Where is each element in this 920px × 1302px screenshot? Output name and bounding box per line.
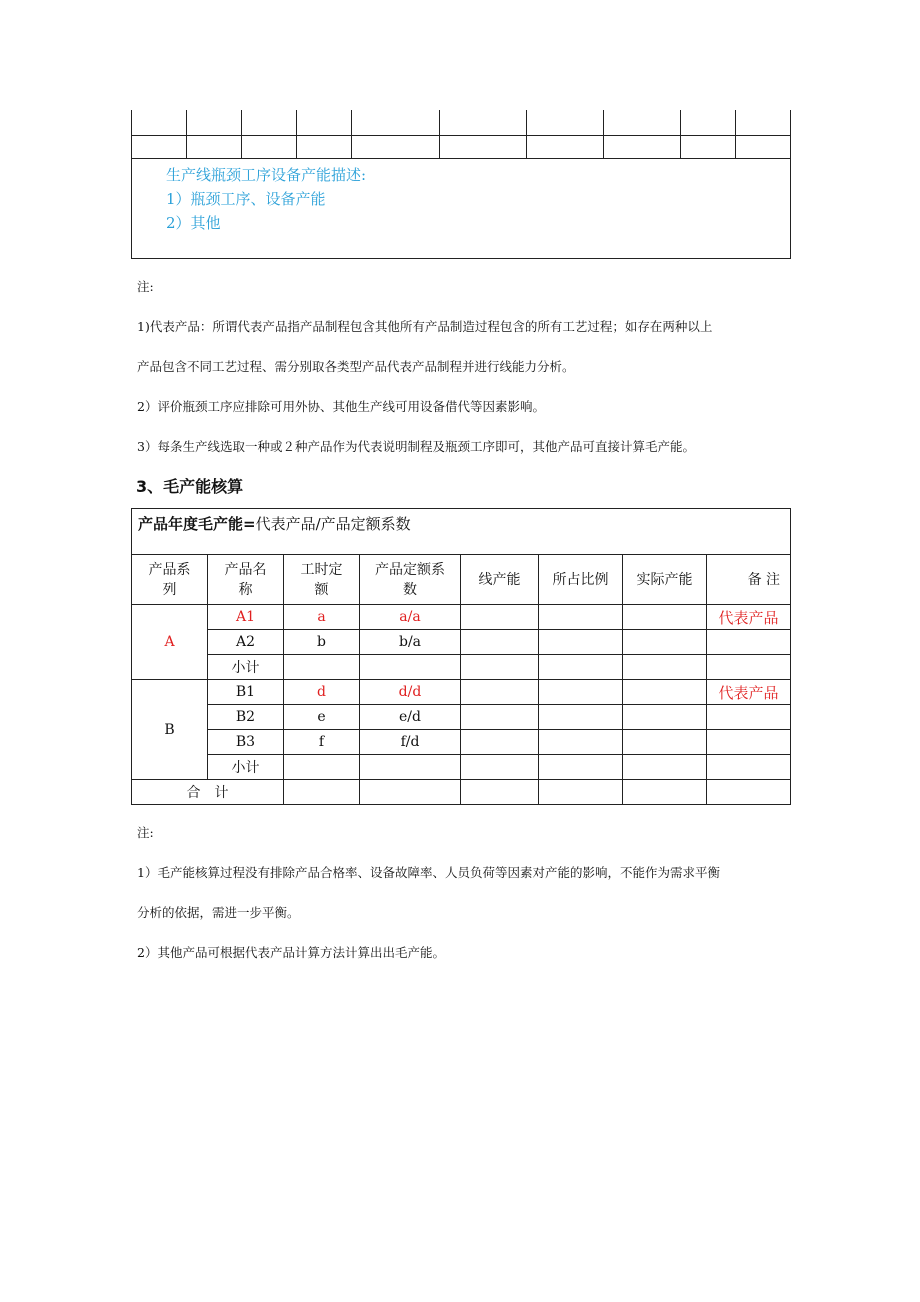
desc-row — [132, 158, 791, 258]
table-row — [132, 630, 791, 655]
coefficient-cell: f/d — [360, 730, 461, 755]
notes2-label: 注: — [137, 825, 154, 840]
table-row — [132, 755, 791, 780]
header-coefficient: 产品定额系 数 — [360, 555, 461, 605]
desc-item-2: 2）其他 — [166, 213, 221, 232]
desc-title: 生产线瓶颈工序设备产能描述: — [166, 165, 367, 184]
capacity-table — [131, 508, 791, 805]
notes1-item-1: 1)代表产品：所谓代表产品指产品制程包含其他所有产品制造过程包含的所有工艺过程；如存在两种以上 — [137, 319, 713, 334]
notes1-item-3: 2）评价瓶颈工序应排除可用外协、其他生产线可用设备借代等因素影响。 — [137, 399, 545, 414]
table-row — [132, 605, 791, 630]
series-cell-a: A — [132, 605, 208, 680]
caption-row — [132, 509, 791, 555]
top-table-row — [132, 135, 791, 158]
notes2-item-1: 1）毛产能核算过程没有排除产品合格率、设备故障率、人员负荷等因素对产能的影响，不能作为需求平衡 — [137, 865, 720, 880]
desc-item-1: 1）瓶颈工序、设备产能 — [166, 189, 326, 208]
header-actual-capacity: 实际产能 — [623, 555, 707, 605]
total-row — [132, 780, 791, 805]
subtotal-cell: 小计 — [208, 655, 284, 680]
table-row — [132, 655, 791, 680]
product-name-cell: A1 — [208, 605, 284, 630]
header-remark: 备 注 — [707, 555, 791, 605]
coefficient-cell: b/a — [360, 630, 461, 655]
caption-formula-rhs: 代表产品/产品定额系数 — [255, 515, 411, 533]
notes2-item-2: 分析的依据，需进一步平衡。 — [137, 905, 300, 920]
total-label: 合 计 — [132, 780, 284, 805]
work-hours-cell: d — [284, 680, 360, 705]
section3-heading: 3、毛产能核算 — [136, 477, 244, 496]
table-row — [132, 680, 791, 705]
header-product-name: 产品名 称 — [208, 555, 284, 605]
header-ratio: 所占比例 — [539, 555, 623, 605]
subtotal-cell: 小计 — [208, 755, 284, 780]
product-name-cell: A2 — [208, 630, 284, 655]
work-hours-cell: e — [284, 705, 360, 730]
top-table — [131, 110, 791, 259]
header-series: 产品系 列 — [132, 555, 208, 605]
header-row — [132, 555, 791, 605]
notes1-label: 注: — [137, 279, 154, 294]
header-line-capacity: 线产能 — [461, 555, 539, 605]
notes1-item-4: 3）每条生产线选取一种或２种产品作为代表说明制程及瓶颈工序即可，其他产品可直接计算毛产能。 — [137, 439, 695, 454]
work-hours-cell: a — [284, 605, 360, 630]
notes2-item-3: 2）其他产品可根据代表产品计算方法计算出出毛产能。 — [137, 945, 445, 960]
coefficient-cell: e/d — [360, 705, 461, 730]
remark-cell: 代表产品 — [707, 680, 791, 705]
header-work-hours: 工时定 额 — [284, 555, 360, 605]
coefficient-cell: a/a — [360, 605, 461, 630]
top-table-row — [132, 110, 791, 135]
coefficient-cell: d/d — [360, 680, 461, 705]
product-name-cell: B1 — [208, 680, 284, 705]
work-hours-cell: b — [284, 630, 360, 655]
table-row — [132, 705, 791, 730]
table-row — [132, 730, 791, 755]
remark-cell: 代表产品 — [707, 605, 791, 630]
caption-formula-lhs: 产品年度毛产能= — [138, 515, 256, 533]
notes1-item-2: 产品包含不同工艺过程、需分别取各类型产品代表产品制程并进行线能力分析。 — [137, 359, 575, 374]
series-cell-b: B — [132, 680, 208, 780]
product-name-cell: B2 — [208, 705, 284, 730]
work-hours-cell: f — [284, 730, 360, 755]
product-name-cell: B3 — [208, 730, 284, 755]
